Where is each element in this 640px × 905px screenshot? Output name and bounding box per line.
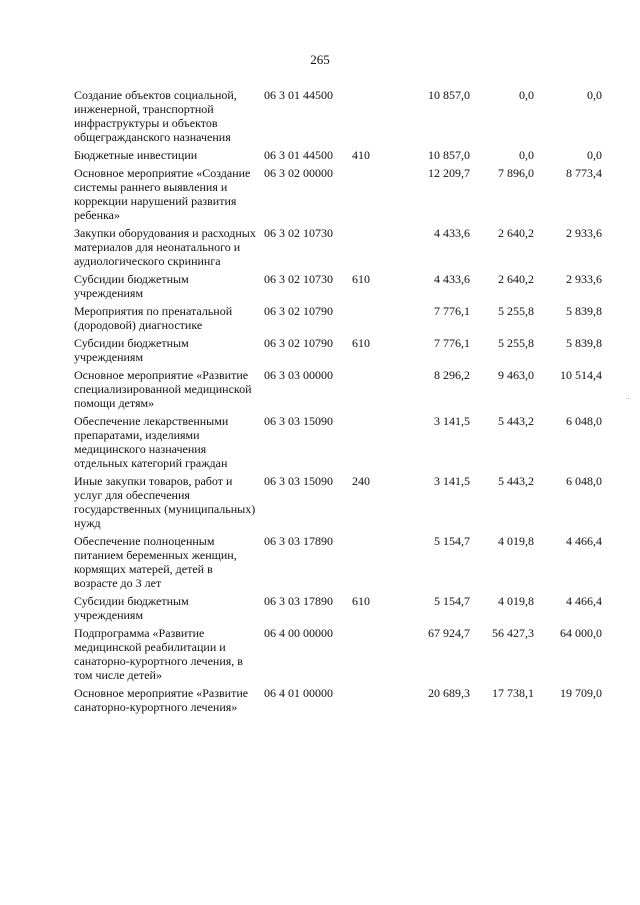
amount-year-1: 8 296,2 [434, 368, 470, 382]
amount-year-3: 6 048,0 [566, 474, 602, 488]
amount-year-1: 4 433,6 [434, 226, 470, 240]
amount-year-1: 7 776,1 [434, 304, 470, 318]
budget-table [74, 88, 602, 718]
table-row [74, 686, 602, 718]
amount-year-2: 5 255,8 [498, 304, 534, 318]
amount-year-3: 8 773,4 [566, 166, 602, 180]
expense-type-code [352, 414, 388, 474]
amount-year-3: 0,0 [587, 88, 602, 102]
amount-year-2: 5 443,2 [498, 414, 534, 428]
target-article-code: 06 4 00 00000 [264, 626, 333, 640]
amount-year-1: 20 689,3 [428, 686, 470, 700]
amount-year-3: 4 466,4 [566, 594, 602, 608]
expense-type-code: 410 [352, 148, 370, 162]
target-article-code: 06 3 01 44500 [264, 148, 333, 162]
amount-year-1: 3 141,5 [434, 414, 470, 428]
amount-year-2: 2 640,2 [498, 226, 534, 240]
table-row [74, 166, 602, 226]
target-article-code: 06 4 01 00000 [264, 686, 333, 700]
amount-year-2: 5 443,2 [498, 474, 534, 488]
table-row [74, 414, 602, 474]
table-row [74, 368, 602, 414]
expense-type-code: 240 [352, 474, 370, 488]
row-name: Основное мероприятие «Развитие санаторно-курортного лечения» [74, 686, 249, 714]
amount-year-1: 3 141,5 [434, 474, 470, 488]
target-article-code: 06 3 03 15090 [264, 414, 333, 428]
amount-year-1: 5 154,7 [434, 594, 470, 608]
target-article-code: 06 3 01 44500 [264, 88, 333, 102]
target-article-code: 06 3 02 10790 [264, 304, 333, 318]
row-name: Субсидии бюджетным учреждениям [74, 336, 189, 364]
amount-year-2: 4 019,8 [498, 534, 534, 548]
expense-type-code [352, 166, 388, 226]
table-row [74, 474, 602, 534]
amount-year-1: 67 924,7 [428, 626, 470, 640]
amount-year-3: 5 839,8 [566, 304, 602, 318]
target-article-code: 06 3 02 10730 [264, 226, 333, 240]
expense-type-code: 610 [352, 272, 370, 286]
table-row [74, 594, 602, 626]
target-article-code: 06 3 03 15090 [264, 474, 333, 488]
amount-year-3: 10 514,4 [560, 368, 602, 382]
amount-year-3: 64 000,0 [560, 626, 602, 640]
row-name: Субсидии бюджетным учреждениям [74, 272, 189, 300]
table-row [74, 88, 602, 148]
amount-year-2: 17 738,1 [492, 686, 534, 700]
expense-type-code [352, 626, 388, 686]
target-article-code: 06 3 02 00000 [264, 166, 333, 180]
row-name: Обеспечение полноценным питанием беременных женщин, кормящих матерей, детей в возрасте до 3 лет [74, 534, 237, 590]
row-name: Основное мероприятие «Создание системы раннего выявления и коррекции нарушений развития ребенка» [74, 166, 251, 222]
row-name: Подпрограмма «Развитие медицинской реабилитации и санаторно-курортного лечения, в том числе детей» [74, 626, 243, 682]
table-row [74, 626, 602, 686]
row-name: Бюджетные инвестиции [74, 148, 198, 162]
amount-year-3: 0,0 [587, 148, 602, 162]
amount-year-1: 10 857,0 [428, 148, 470, 162]
expense-type-code [352, 534, 388, 594]
amount-year-2: 7 896,0 [498, 166, 534, 180]
amount-year-3: 5 839,8 [566, 336, 602, 350]
table-row [74, 226, 602, 272]
amount-year-1: 10 857,0 [428, 88, 470, 102]
amount-year-1: 5 154,7 [434, 534, 470, 548]
row-name: Субсидии бюджетным учреждениям [74, 594, 189, 622]
expense-type-code [352, 88, 388, 148]
table-row [74, 148, 602, 166]
amount-year-2: 0,0 [519, 148, 534, 162]
amount-year-2: 4 019,8 [498, 594, 534, 608]
expense-type-code: 610 [352, 336, 370, 350]
scan-mark [628, 398, 629, 399]
page-number: 265 [310, 52, 330, 67]
amount-year-2: 5 255,8 [498, 336, 534, 350]
amount-year-3: 4 466,4 [566, 534, 602, 548]
table-row [74, 304, 602, 336]
amount-year-1: 7 776,1 [434, 336, 470, 350]
target-article-code: 06 3 03 17890 [264, 594, 333, 608]
row-name: Основное мероприятие «Развитие специализированной медицинской помощи детям» [74, 368, 252, 410]
row-name: Закупки оборудования и расходных материалов для неонатального и аудиологического скрининга [74, 226, 256, 268]
table-row [74, 272, 602, 304]
amount-year-2: 2 640,2 [498, 272, 534, 286]
target-article-code: 06 3 02 10790 [264, 336, 333, 350]
row-name: Обеспечение лекарственными препаратами, изделиями медицинского назначения отдельных категорий граждан [74, 414, 229, 470]
amount-year-2: 56 427,3 [492, 626, 534, 640]
expense-type-code [352, 226, 388, 272]
expense-type-code [352, 304, 388, 336]
row-name: Создание объектов социальной, инженерной, транспортной инфраструктуры и объектов общегражданского назначения [74, 88, 237, 144]
table-row [74, 336, 602, 368]
amount-year-1: 12 209,7 [428, 166, 470, 180]
amount-year-3: 2 933,6 [566, 226, 602, 240]
target-article-code: 06 3 03 00000 [264, 368, 333, 382]
amount-year-1: 4 433,6 [434, 272, 470, 286]
amount-year-2: 9 463,0 [498, 368, 534, 382]
amount-year-3: 6 048,0 [566, 414, 602, 428]
amount-year-2: 0,0 [519, 88, 534, 102]
expense-type-code [352, 686, 388, 718]
target-article-code: 06 3 03 17890 [264, 534, 333, 548]
row-name: Иные закупки товаров, работ и услуг для обеспечения государственных (муниципальных) нужд [74, 474, 256, 530]
row-name: Мероприятия по пренатальной (дородовой) диагностике [74, 304, 233, 332]
table-row [74, 534, 602, 594]
expense-type-code: 610 [352, 594, 370, 608]
target-article-code: 06 3 02 10730 [264, 272, 333, 286]
amount-year-3: 2 933,6 [566, 272, 602, 286]
expense-type-code [352, 368, 388, 414]
amount-year-3: 19 709,0 [560, 686, 602, 700]
